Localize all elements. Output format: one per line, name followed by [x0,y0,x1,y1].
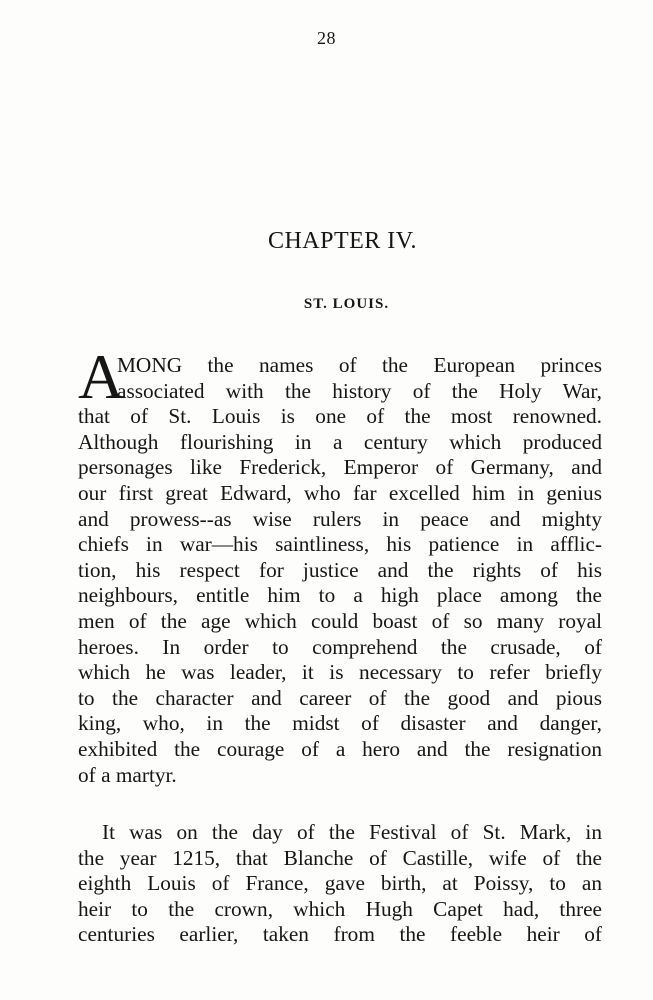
text-line: our first great Edward, who far excelled him in genius [78,480,602,505]
text-line: MONG the names of the European princes [117,353,602,377]
text-line: which he was leader, it is necessary to refer briefly [78,660,602,685]
text-line: associated with the history of the Holy War, [117,378,602,403]
text-line: personages like Frederick, Emperor of Germany, and [78,455,602,480]
section-title: ST. LOUIS. [303,296,390,312]
text-line: heir to the crown, which Hugh Capet had, three [78,896,602,921]
text-line: eighth Louis of France, gave birth, at Poissy, to an [78,871,602,896]
text-line: tion, his respect for justice and the rights of his [78,557,602,582]
text-line: that of St. Louis is one of the most renowned. [78,404,602,429]
text-line: neighbours, entitle him to a high place among the [78,583,602,608]
text-line: exhibited the courage of a hero and the resignation [78,736,602,761]
text-line: chiefs in war—his saintliness, his patience in afflic- [78,532,602,557]
text-line: heroes. In order to comprehend the crusade, of [78,634,602,659]
text-line: the year 1215, that Blanche of Castille, wife of the [78,845,602,870]
text-line: king, who, in the midst of disaster and danger, [78,711,602,736]
paragraph-1 [78,353,602,788]
text-line: men of the age which could boast of so many royal [78,608,602,633]
text-line: to the character and career of the good and pious [78,685,602,710]
text-line: and prowess--as wise rulers in peace and mighty [78,506,602,531]
chapter-title: CHAPTER IV. [267,228,418,254]
text-line: It was on the day of the Festival of St. Mark, in [102,820,602,844]
text-line: Although flourishing in a century which produced [78,429,602,454]
paragraph-2 [78,820,602,948]
drop-cap: A [78,341,125,412]
text-line: centuries earlier, taken from the feeble heir of [78,922,602,947]
text-line: of a martyr. [78,762,177,787]
page-number: 28 [317,28,336,48]
